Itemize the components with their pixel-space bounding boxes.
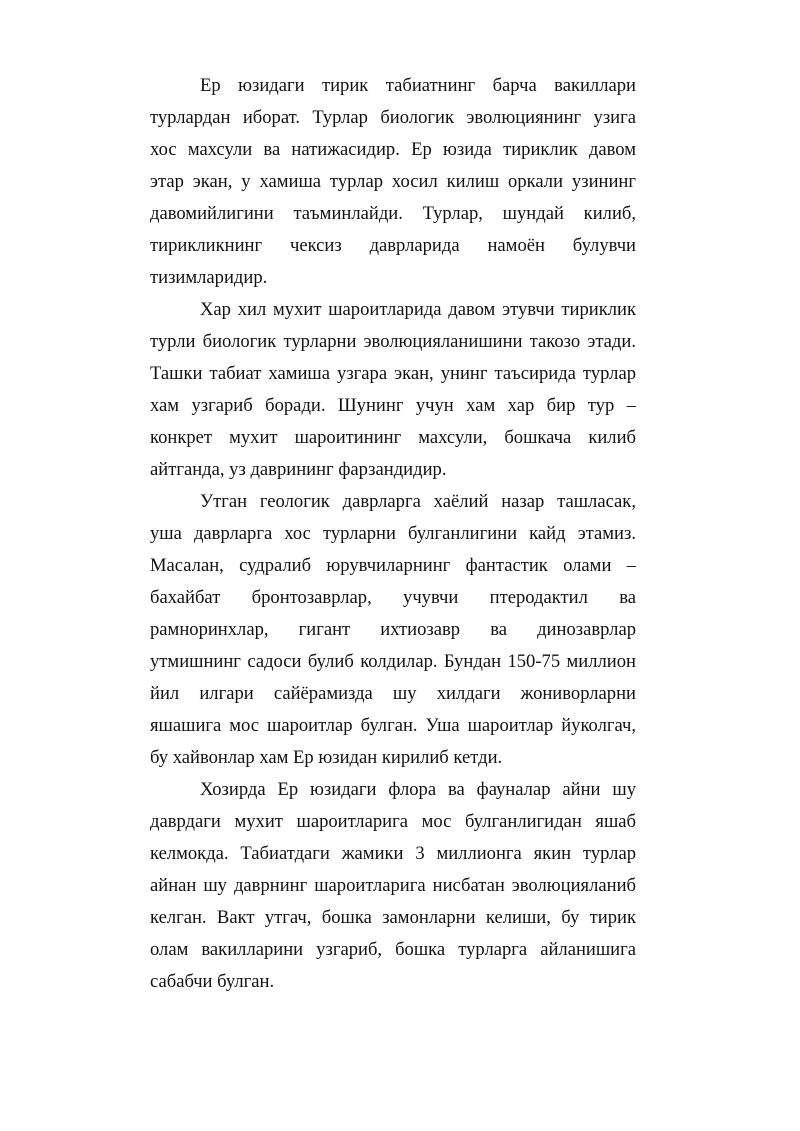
paragraph-4 bbox=[150, 774, 636, 998]
text-line: хам узгариб боради. Шунинг учун хам хар бир тур – bbox=[150, 395, 636, 416]
text-line: айтганда, уз даврининг фарзандидир. bbox=[150, 459, 447, 480]
text-line: айнан шу даврнинг шароитларига нисбатан эволюцияланиб bbox=[150, 875, 636, 896]
text-line: уша даврларга хос турларни булганлигини кайд этамиз. bbox=[150, 523, 636, 544]
text-line: Ташки табиат хамиша узгара экан, унинг таъсирида турлар bbox=[150, 363, 636, 384]
document-page bbox=[150, 70, 636, 998]
text-line: йил илгари сайёрамизда шу хилдаги жониворларни bbox=[150, 683, 636, 704]
text-line: утмишнинг садоси булиб колдилар. Бундан 150-75 миллион bbox=[150, 651, 636, 672]
paragraph-2 bbox=[150, 294, 636, 486]
text-line: Масалан, судралиб юрувчиларнинг фантастик олами – bbox=[150, 555, 636, 576]
text-line: бахайбат бронтозаврлар, учувчи птеродактил ва bbox=[150, 587, 636, 608]
text-line: хос махсули ва натижасидир. Ер юзида тириклик давом bbox=[150, 139, 636, 160]
paragraph-1 bbox=[150, 70, 636, 294]
text-line: олам вакилларини узгариб, бошка турларга айланишига bbox=[150, 939, 636, 960]
text-line: этар экан, у хамиша турлар хосил килиш оркали узининг bbox=[150, 171, 636, 192]
text-line: даврдаги мухит шароитларига мос булганлигидан яшаб bbox=[150, 811, 636, 832]
text-line: тизимларидир. bbox=[150, 267, 268, 288]
text-line: Ер юзидаги тирик табиатнинг барча вакиллари bbox=[200, 75, 636, 96]
paragraph-3 bbox=[150, 486, 636, 774]
text-line: конкрет мухит шароитининг махсули, бошкача килиб bbox=[150, 427, 636, 448]
text-line: Утган геологик даврларга хаёлий назар ташласак, bbox=[200, 491, 636, 512]
text-line: яшашига мос шароитлар булган. Уша шароитлар йуколгач, bbox=[150, 715, 636, 736]
text-line: Хозирда Ер юзидаги флора ва фауналар айни шу bbox=[200, 779, 636, 800]
text-line: сабабчи булган. bbox=[150, 971, 275, 992]
text-line: турли биологик турларни эволюцияланишини такозо этади. bbox=[150, 331, 636, 352]
text-line: келган. Вакт утгач, бошка замонларни келиши, бу тирик bbox=[150, 907, 636, 928]
text-line: давомийлигини таъминлайди. Турлар, шундай килиб, bbox=[150, 203, 636, 224]
text-line: тирикликнинг чексиз даврларида намоён булувчи bbox=[150, 235, 636, 256]
text-line: рамноринхлар, гигант ихтиозавр ва динозаврлар bbox=[150, 619, 636, 640]
text-line: Хар хил мухит шароитларида давом этувчи тириклик bbox=[200, 299, 636, 320]
text-line: бу хайвонлар хам Ер юзидан кирилиб кетди. bbox=[150, 747, 503, 768]
text-line: келмокда. Табиатдаги жамики 3 миллионга якин турлар bbox=[150, 843, 636, 864]
text-line: турлардан иборат. Турлар биологик эволюциянинг узига bbox=[150, 107, 636, 128]
